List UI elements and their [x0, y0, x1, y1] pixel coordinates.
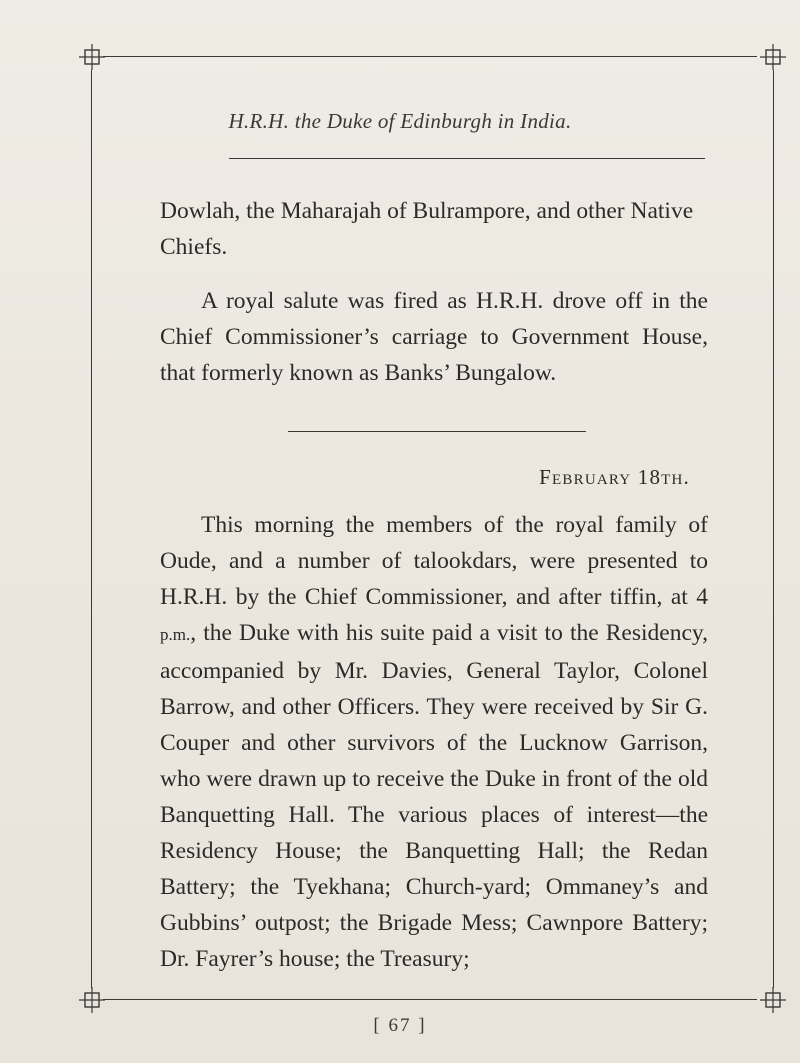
corner-ornament-bottom-right [760, 987, 786, 1013]
page-number: [ 67 ] [373, 1015, 427, 1036]
corner-ornament-top-left [79, 44, 105, 70]
paragraph-continuation [160, 193, 708, 265]
paragraph-text-part: , the Duke with his suite paid a visit to the Residency, accompanied by Mr. Davies, General Taylor, Colonel Barrow, and other Officers. They were received by Sir G. Couper and other survivors of the Lucknow Garrison, who were drawn up to receive the Duke in front of the old Banquetting Hall. The various places of interest—the Residency House; the Banquetting Hall; the Redan Battery; the Tyekhana; Church-yard; Ommaney’s and Gubbins’ outpost; the Brigade Mess; Cawnpore Battery; Dr. Fayrer’s house; the Treasury; [160, 620, 708, 972]
paragraph-royal-salute [160, 283, 708, 427]
paragraph-text-part: This morning the members of the royal family of Oude, and a number of talookdars, were presented to H.R.H. by the Chief Commissioner, and after tiffin, at 4 [160, 512, 708, 610]
frame-top-rule [103, 56, 757, 57]
running-head-rule [229, 158, 705, 159]
section-divider [288, 431, 586, 432]
corner-ornament-bottom-left [79, 987, 105, 1013]
running-head: H.R.H. the Duke of Edinburgh in India. [228, 109, 572, 133]
paragraph-text: Dowlah, the Maharajah of Bulrampore, and other Native Chiefs. [160, 198, 694, 260]
frame-bottom-rule [103, 999, 757, 1000]
paragraph-residency-visit [160, 507, 708, 977]
paragraph-text: A royal salute was fired as H.R.H. drove off in the Chief Commissioner’s carriage to Government House, that formerly known as Banks’ Bungalow. [160, 288, 708, 386]
frame-left-rule [91, 70, 92, 988]
date-heading: February 18th. [539, 465, 690, 489]
time-abbreviation: p.m. [160, 625, 191, 644]
paragraph-text [160, 507, 708, 977]
frame-right-rule [773, 70, 774, 988]
corner-ornament-top-right [760, 44, 786, 70]
